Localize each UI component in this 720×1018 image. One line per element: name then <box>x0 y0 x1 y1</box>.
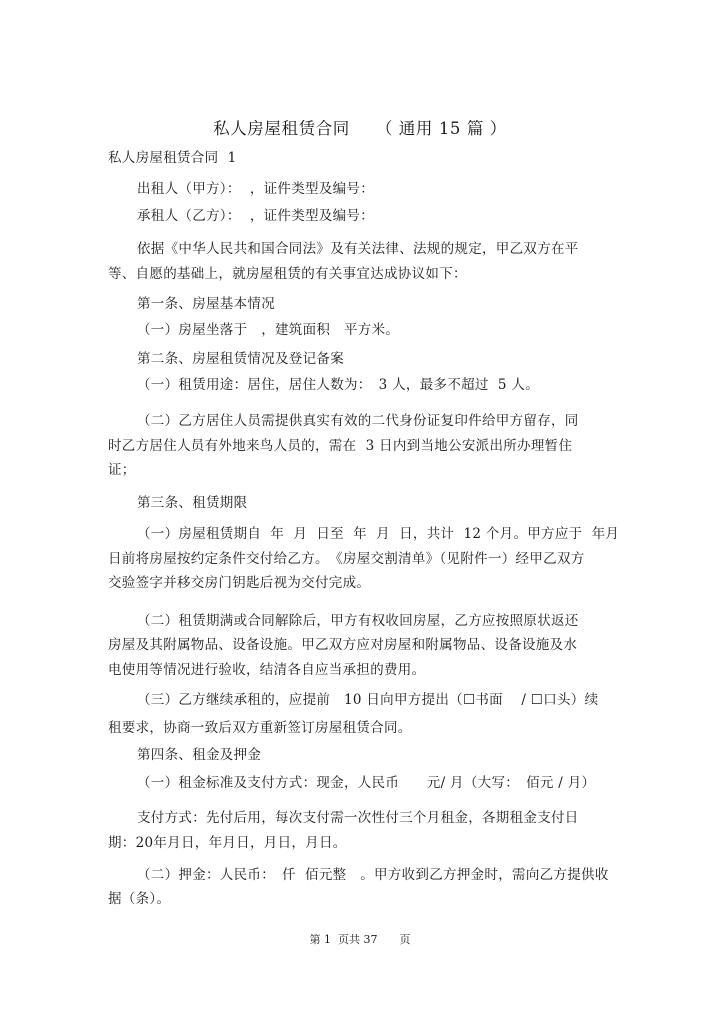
paragraph-line: 电使用等情况进行验收，结清各自应当承担的费用。 <box>108 662 426 678</box>
section-heading: 私人房屋租赁合同 1 <box>108 150 237 166</box>
paragraph-line: 等、自愿的基础上，就房屋租赁的有关事宜达成协议如下： <box>108 266 467 282</box>
paragraph-line: 租要求，协商一致后双方重新签订房屋租赁合同。 <box>108 720 412 736</box>
paragraph-line: 期：20年月日，年月日，月日，月日。 <box>108 835 347 851</box>
paragraph-line: 支付方式：先付后用，每次支付需一次性付三个月租金，各期租金支付日 <box>137 810 579 826</box>
page-footer: 第 1 页共 37 页 <box>309 933 411 946</box>
paragraph-line: 依据《中华人民共和国合同法》及有关法律、法规的规定，甲乙双方在平 <box>137 241 579 257</box>
document-title: 私人房屋租赁合同 （ 通用 15 篇 ） <box>213 119 507 138</box>
paragraph-line: 交验签字并移交房门钥匙后视为交付完成。 <box>108 575 371 591</box>
paragraph-line: 承租人（乙方）： ，证件类型及编号： <box>137 208 375 224</box>
paragraph-line: 时乙方居住人员有外地来鸟人员的，需在 3 日内到当地公安派出所办理暂住 <box>108 438 573 454</box>
paragraph-line: 证； <box>108 462 136 478</box>
article-heading: 第二条、房屋租赁情况及登记备案 <box>137 351 344 367</box>
paragraph-line: （一）租赁用途：居住，居住人数为： 3 人，最多不超过 5 人。 <box>137 377 539 393</box>
paragraph-line: 据（条）。 <box>108 891 171 907</box>
article-heading: 第四条、租金及押金 <box>137 747 262 763</box>
article-heading: 第三条、租赁期限 <box>137 495 248 511</box>
paragraph-line: （三）乙方继续承租的，应提前 10 日向甲方提出（☐书面 / ☐口头）续 <box>137 692 599 708</box>
paragraph-line: （一）房屋租赁期自 年 月 日至 年 月 日，共计 12 个月。甲方应于 年月 <box>137 526 620 542</box>
paragraph-line: （二）乙方居住人员需提供真实有效的二代身份证复印件给甲方留存，同 <box>137 413 579 429</box>
paragraph-line: （一）租金标准及支付方式：现金，人民币 元/ 月（大写： 佰元 / 月） <box>137 775 596 791</box>
paragraph-line: （一）房屋坐落于 ，建筑面积 平方米。 <box>137 322 400 338</box>
paragraph-line: 房屋及其附属物品、设备设施。甲乙双方应对房屋和附属物品、设备设施及水 <box>108 637 578 653</box>
paragraph-line: （二）租赁期满或合同解除后，甲方有权收回房屋，乙方应按照原状返还 <box>137 613 579 629</box>
paragraph-line: 日前将房屋按约定条件交付给乙方。 《房屋交割清单》（见附件一）经甲乙双方 <box>108 551 585 567</box>
paragraph-line: （二）押金：人民币： 仟 佰元整 。甲方收到乙方押金时，需向乙方提供收 <box>137 867 609 883</box>
article-heading: 第一条、房屋基本情况 <box>137 296 275 312</box>
paragraph-line: 出租人（甲方）： ，证件类型及编号： <box>137 181 375 197</box>
